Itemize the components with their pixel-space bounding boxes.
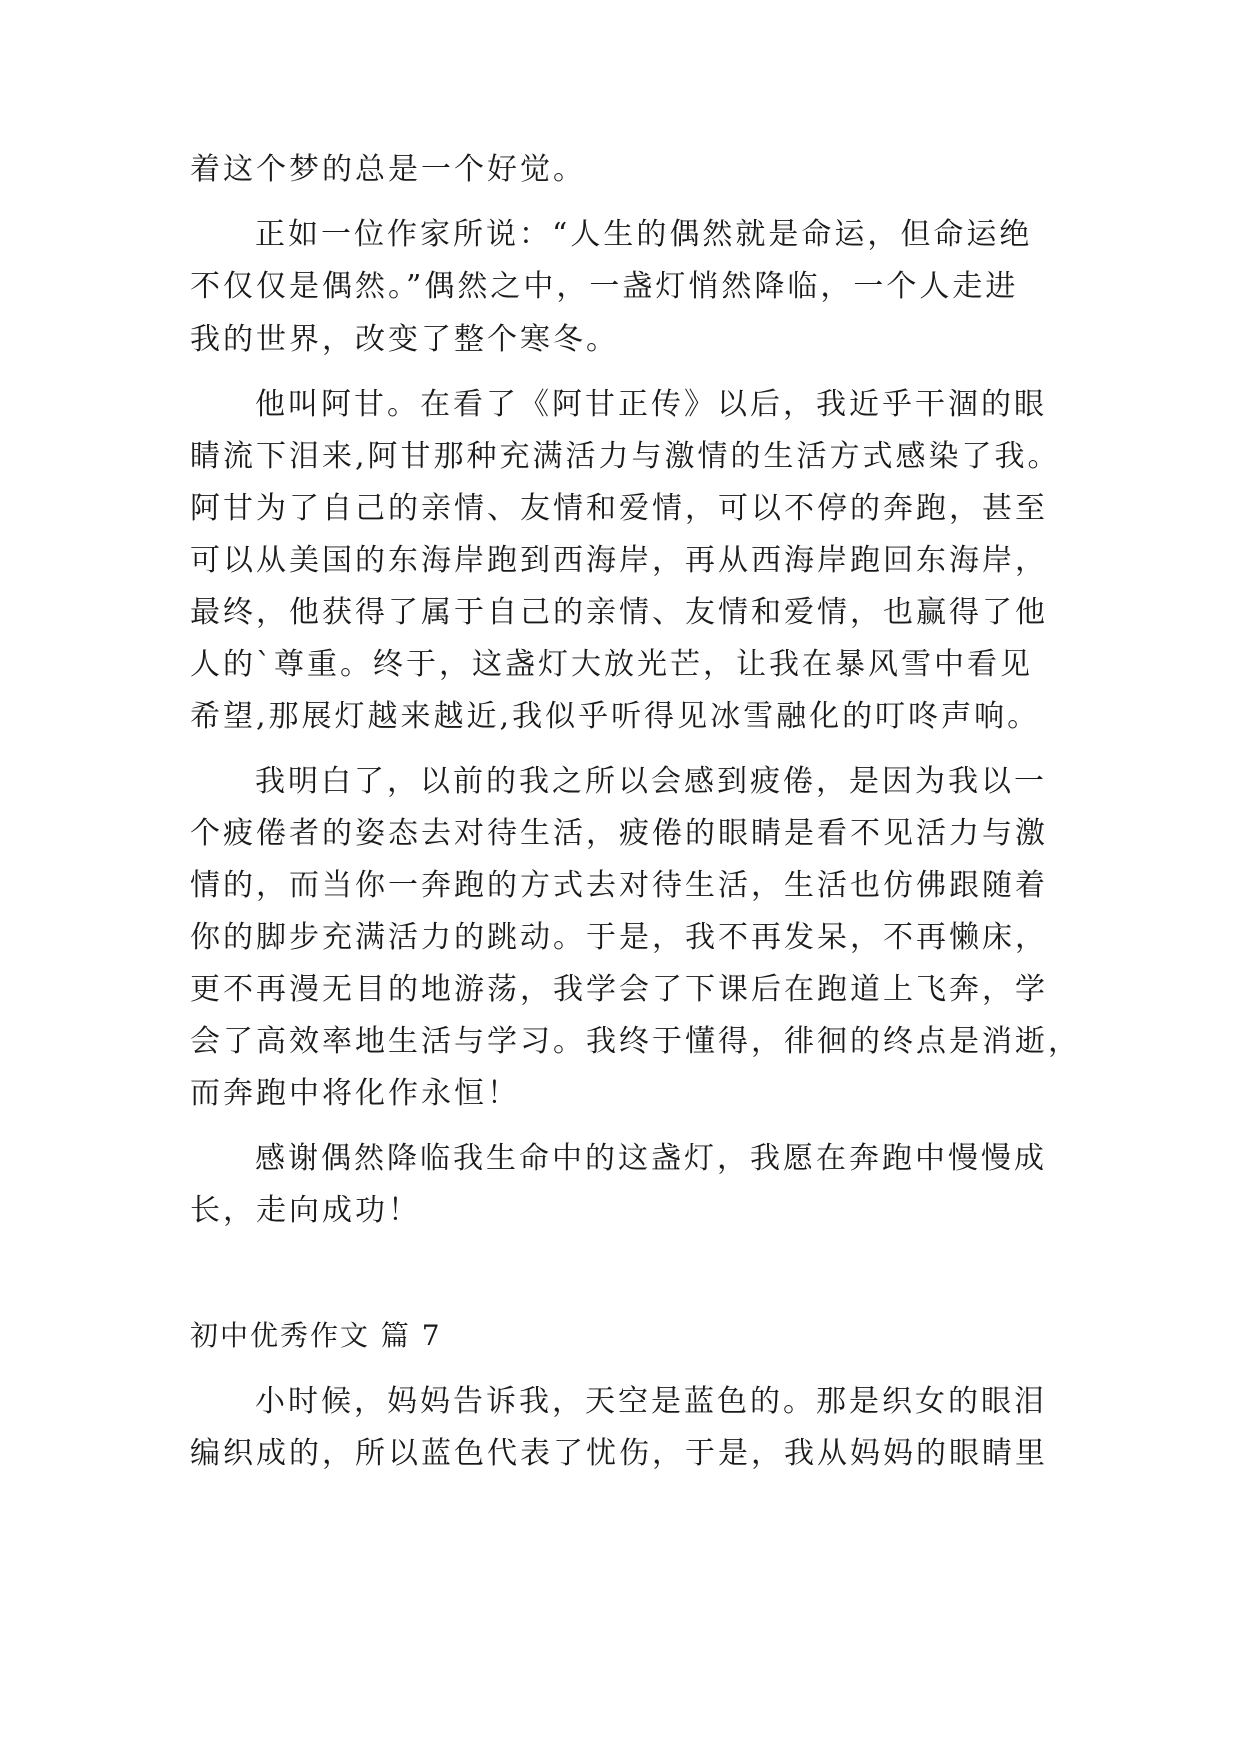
- paragraph-first-line: 正如一位作家所说：“人生的偶然就是命运，但命运绝: [255, 217, 1033, 252]
- text-line: 可以从美国的东海岸跑到西海岸，再从西海岸跑回东海岸，: [190, 543, 1048, 578]
- text-line: 而奔跑中将化作永恒！: [190, 1076, 520, 1111]
- text-line: 睛流下泪来,阿甘那种充满活力与激情的生活方式感染了我。: [190, 439, 1061, 474]
- text-line: 更不再漫无目的地游荡，我学会了下课后在跑道上飞奔，学: [190, 972, 1048, 1007]
- text-line: 你的脚步充满活力的跳动。于是，我不再发呆，不再懒床，: [190, 920, 1048, 955]
- text-line: 我的世界，改变了整个寒冬。: [190, 322, 619, 357]
- text-line: 个疲倦者的姿态去对待生活，疲倦的眼睛是看不见活力与激: [190, 816, 1048, 851]
- paragraph-first-line: 他叫阿甘。在看了《阿甘正传》以后，我近乎干涸的眼: [255, 387, 1047, 422]
- text-line: 编织成的，所以蓝色代表了忧伤，于是，我从妈妈的眼睛里: [190, 1436, 1048, 1471]
- text-line: 着这个梦的总是一个好觉。: [190, 152, 586, 187]
- text-line: 希望,那展灯越来越近,我似乎听得见冰雪融化的叮咚声响。: [190, 699, 1041, 734]
- text-line: 不仅仅是偶然。”偶然之中，一盏灯悄然降临，一个人走进: [190, 269, 1019, 304]
- section-heading: 初中优秀作文 篇 7: [190, 1319, 442, 1352]
- paragraph-first-line: 小时候，妈妈告诉我，天空是蓝色的。那是织女的眼泪: [255, 1384, 1047, 1419]
- text-line: 长，走向成功！: [190, 1193, 421, 1228]
- text-line: 阿甘为了自己的亲情、友情和爱情，可以不停的奔跑，甚至: [190, 491, 1048, 526]
- text-line: 情的，而当你一奔跑的方式去对待生活，生活也仿佛跟随着: [190, 868, 1048, 903]
- paragraph-first-line: 我明白了，以前的我之所以会感到疲倦，是因为我以一: [255, 764, 1047, 799]
- text-line: 最终，他获得了属于自己的亲情、友情和爱情，也赢得了他: [190, 595, 1048, 630]
- text-line: 会了高效率地生活与学习。我终于懂得，徘徊的终点是消逝，: [190, 1024, 1081, 1059]
- text-line: 人的`尊重。终于，这盏灯大放光芒，让我在暴风雪中看见: [190, 647, 1033, 682]
- paragraph-first-line: 感谢偶然降临我生命中的这盏灯，我愿在奔跑中慢慢成: [255, 1141, 1047, 1176]
